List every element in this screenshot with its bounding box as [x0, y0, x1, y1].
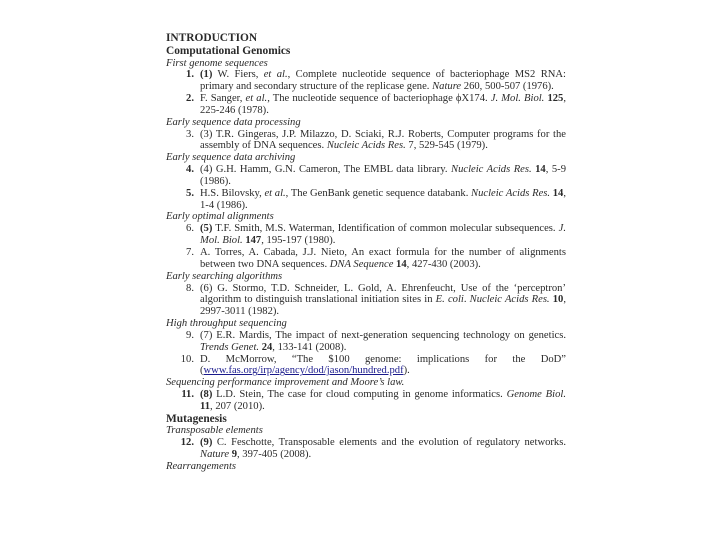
reference-text: D. McMorrow, “The $100 genome: implications for the DoD” (www.fas.org/irp/agency/dod/jason/hundred.pdf).	[200, 353, 566, 377]
reference-text: (4) G.H. Hamm, G.N. Cameron, The EMBL data library. Nucleic Acids Res. 14, 5-9 (1986).	[200, 164, 566, 187]
reference-text: A. Torres, A. Cabada, J.J. Nieto, An exact formula for the number of alignments between two DNA sequences. DNA Sequence 14, 427-430 (2003).	[200, 247, 566, 270]
category-heading: Early sequence data archiving	[166, 152, 296, 164]
reference-number: 1.	[186, 69, 194, 81]
journal-name: Trends Genet.	[200, 341, 260, 353]
reference-item	[166, 389, 566, 413]
reference-number: 9.	[186, 329, 194, 341]
journal-name: Nucleic Acids Res.	[326, 140, 406, 152]
reference-text: (5) T.F. Smith, M.S. Waterman, Identification of common molecular subsequences. J. Mol. Biol. 147, 195-197 (1980).	[200, 223, 566, 247]
reference-number: 12.	[180, 437, 194, 449]
reference-text: (3) T.R. Gingeras, J.P. Milazzo, D. Sciaki, R.J. Roberts, Computer programs for the assembly of DNA sequences. Nucleic Acids Res. 7, 529-545 (1979).	[200, 128, 566, 152]
category-heading: High throughput sequencing	[166, 318, 287, 330]
journal-name: Genome Biol.	[506, 389, 566, 401]
category-heading: First genome sequences	[166, 57, 268, 69]
journal-name: J. Mol. Biol.	[200, 223, 566, 247]
subsection-heading: Computational Genomics	[166, 45, 291, 57]
reference-number: 5.	[186, 187, 194, 199]
reference-item	[166, 188, 566, 212]
category-heading: Transposable elements	[166, 425, 263, 437]
reference-link[interactable]: www.fas.org/irp/agency/dod/jason/hundred.pdf	[203, 365, 404, 377]
reference-item	[166, 93, 566, 117]
subsection-heading: Mutagenesis	[166, 412, 227, 425]
reference-text: H.S. Bilovsky, et al., The GenBank genetic sequence databank. Nucleic Acids Res. 14, 1-4 (1986).	[200, 187, 566, 211]
journal-name: Nucleic Acids Res.	[471, 187, 551, 199]
reference-item	[166, 247, 566, 271]
category-heading: Early searching algorithms	[166, 270, 283, 282]
reference-number: 8.	[186, 282, 194, 294]
category-heading: Sequencing performance improvement and Moore’s law.	[166, 377, 405, 389]
journal-name: DNA Sequence	[329, 258, 394, 270]
reference-text: F. Sanger, et al., The nucleotide sequence of bacteriophage ϕX174. J. Mol. Biol. 125, 225-246 (1978).	[200, 93, 566, 116]
journal-name: J. Mol. Biol.	[490, 93, 545, 105]
reference-number: 11.	[181, 389, 194, 401]
reference-item	[166, 330, 566, 354]
section-heading: INTRODUCTION	[166, 32, 258, 44]
reference-text: (7) E.R. Mardis, The impact of next-generation sequencing technology on genetics. Trends Genet. 24, 133-141 (2008).	[200, 329, 566, 353]
reference-item	[166, 354, 566, 378]
citation-code: (1)	[200, 69, 213, 81]
reference-number: 6.	[186, 223, 194, 235]
citation-code: (8)	[200, 389, 213, 401]
reference-text: (6) G. Stormo, T.D. Schneider, L. Gold, A. Ehrenfeucht, Use of the ‘perceptron’ algorithm to distinguish translational initiation sites in E. coli. Nucleic Acids Res. 10, 2997-3011 (1982).	[200, 282, 566, 318]
reference-number: 10.	[180, 353, 194, 365]
reference-text: (1) W. Fiers, et al., Complete nucleotide sequence of bacteriophage MS2 RNA: primary and secondary structure of the replicase gene. Nature 260, 500-507 (1976).	[200, 69, 567, 93]
reference-item	[166, 283, 566, 319]
reference-number: 2.	[186, 93, 194, 105]
reference-number: 7.	[186, 247, 194, 258]
citation-code: (5)	[200, 223, 213, 235]
journal-name: Nucleic Acids Res.	[469, 294, 550, 306]
reference-item	[166, 164, 566, 188]
reference-item	[166, 223, 566, 247]
reference-number: 3.	[186, 128, 194, 140]
category-heading: Rearrangements	[166, 460, 237, 472]
reference-text: (9) C. Feschotte, Transposable elements and the evolution of regulatory networks. Nature 9, 397-405 (2008).	[200, 437, 566, 460]
category-heading: Early sequence data processing	[166, 116, 301, 128]
reference-item	[166, 69, 566, 93]
reference-item	[166, 129, 566, 153]
reference-item	[166, 437, 566, 461]
journal-name: Nature	[432, 81, 462, 93]
citation-code: (9)	[200, 437, 213, 449]
journal-name: Nucleic Acids Res.	[451, 164, 532, 176]
journal-name: Nature	[200, 449, 230, 460]
reference-text: (8) L.D. Stein, The case for cloud computing in genome informatics. Genome Biol. 11, 207 (2010).	[200, 389, 566, 412]
category-heading: Early optimal alignments	[166, 211, 274, 223]
reference-number: 4.	[186, 164, 194, 176]
reference-document	[166, 32, 566, 473]
